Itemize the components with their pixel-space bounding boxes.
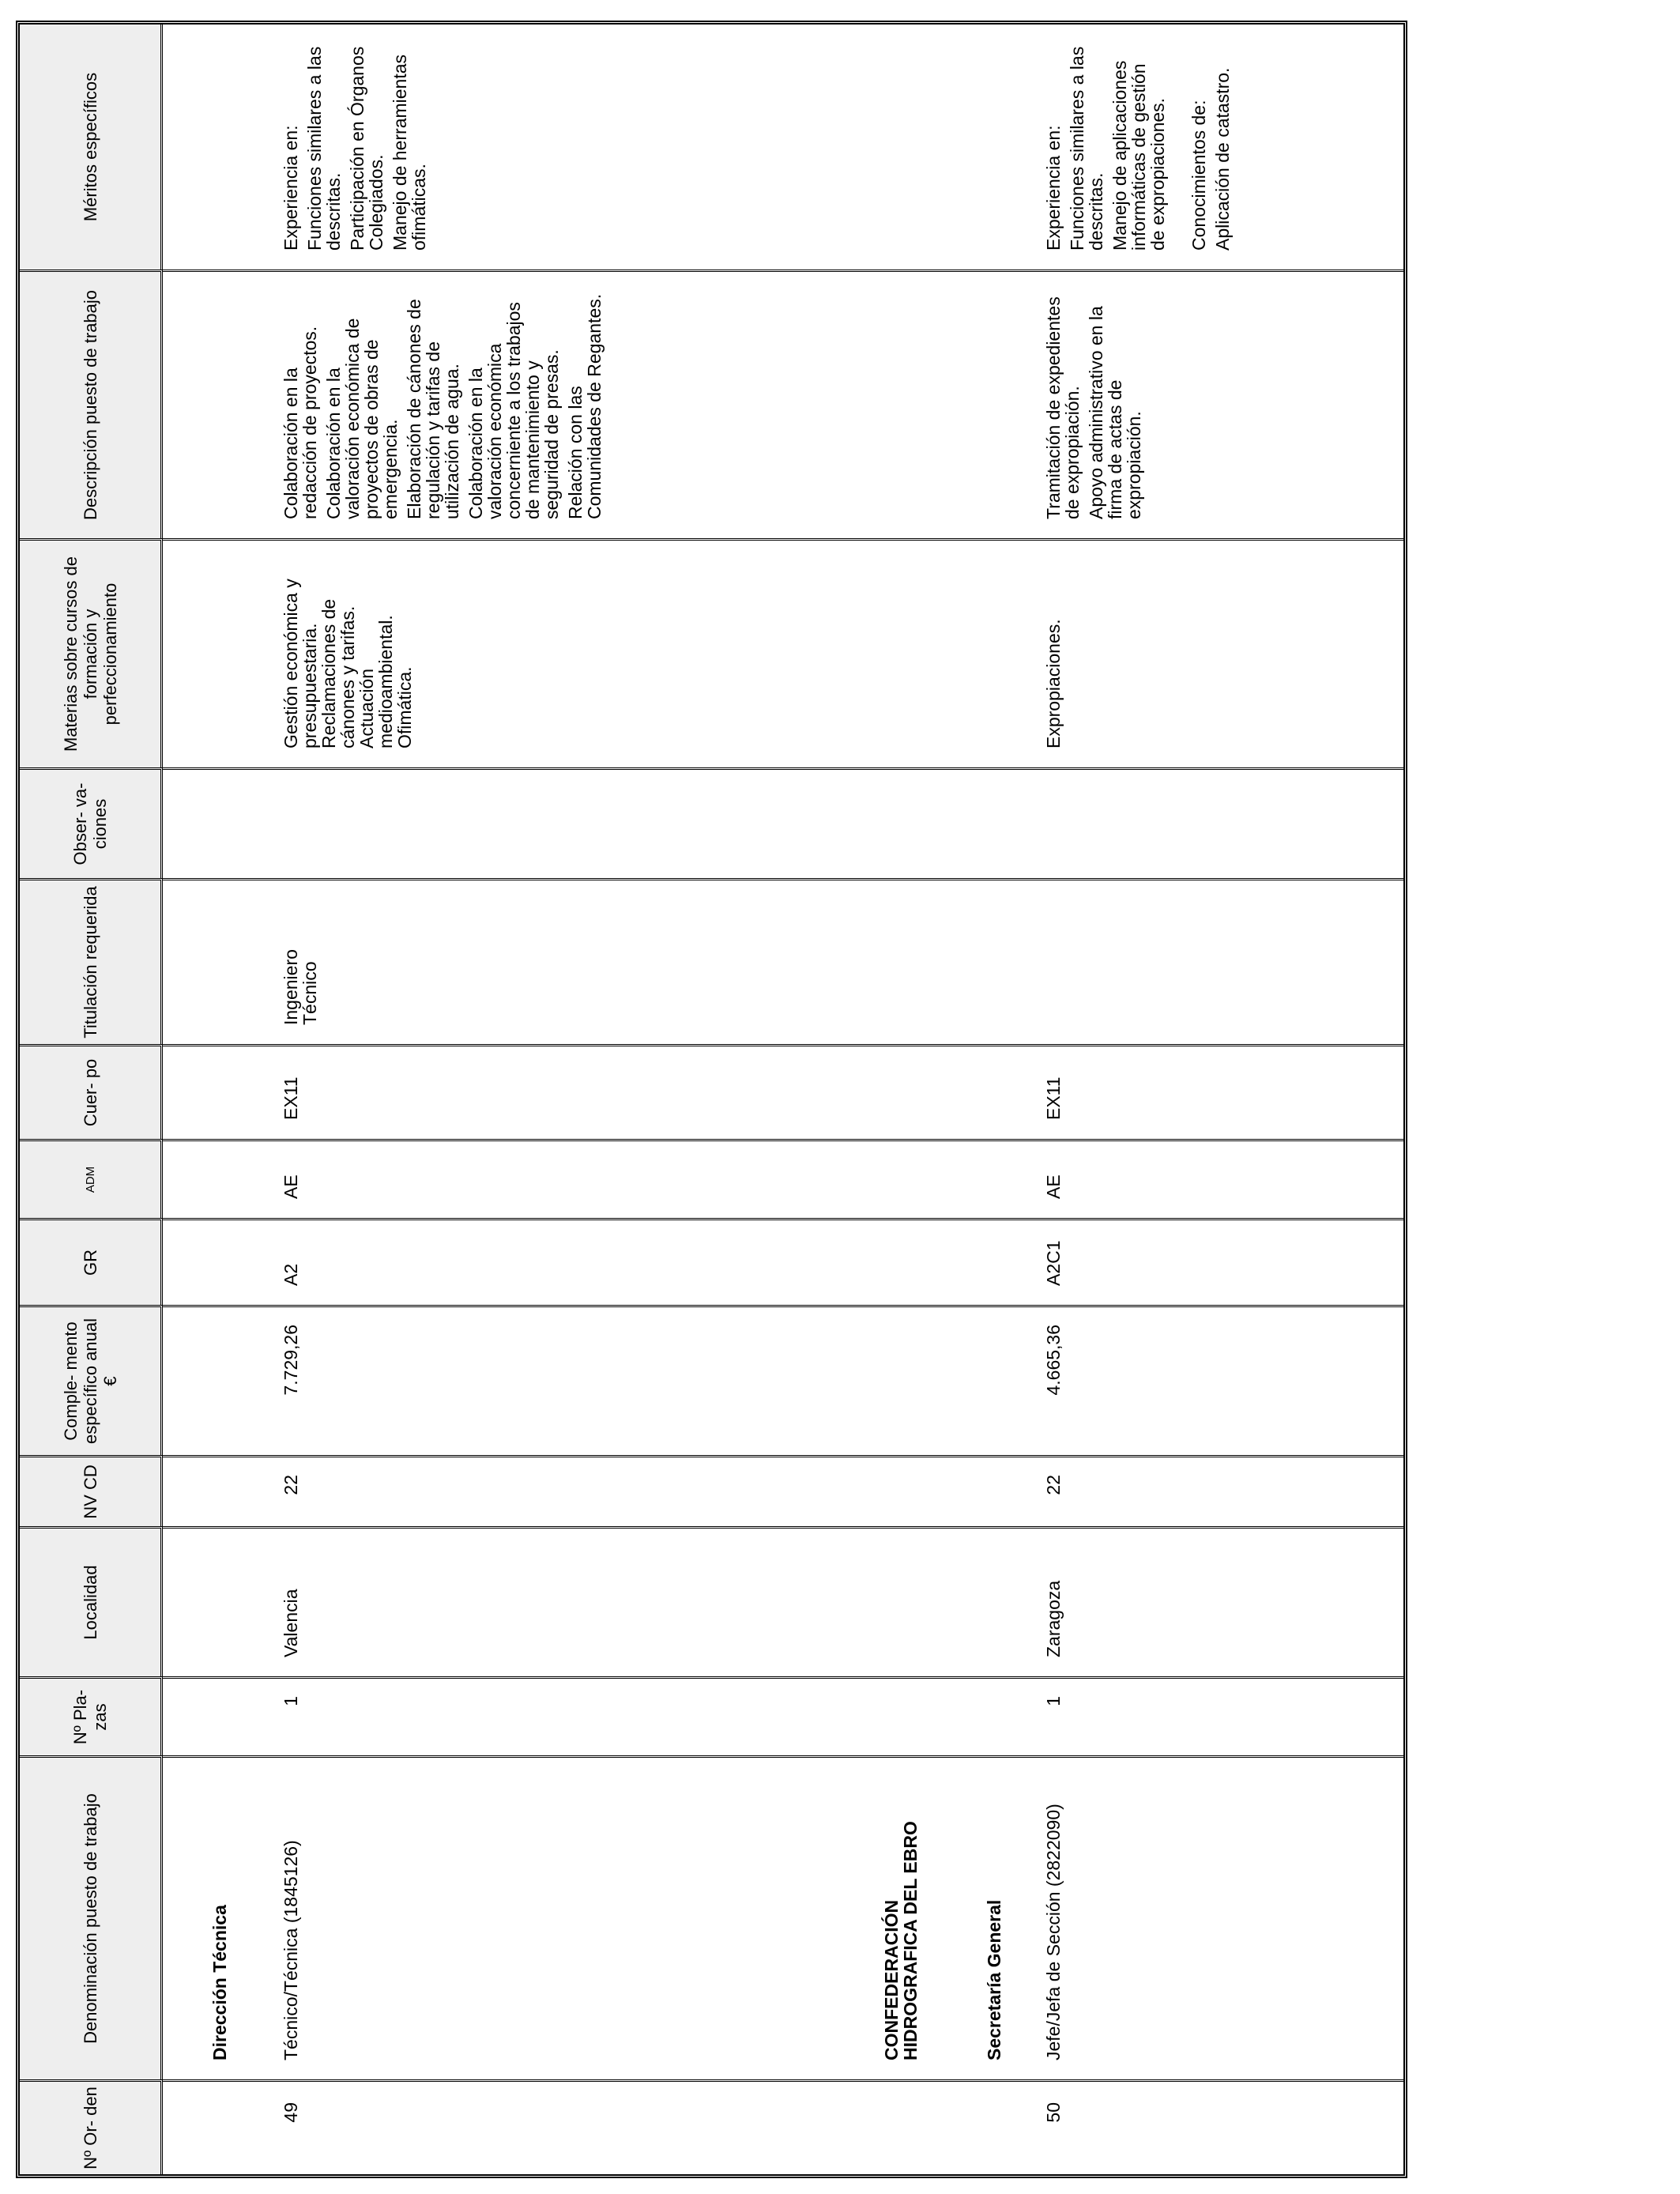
- descripcion-item: Tramitación de expedientes de expropiación.: [1043, 296, 1083, 519]
- orden-50: 50: [1043, 2102, 1064, 2123]
- header-denominacion: Denominación puesto de trabajo: [20, 1755, 163, 2079]
- descripcion-50: [1044, 289, 1148, 519]
- nvcd-50: 22: [1043, 1475, 1064, 1495]
- header-meritos: Méritos específicos: [20, 25, 163, 270]
- header-complemento: Comple- mento específico anual €: [20, 1305, 163, 1455]
- materias-item: Expropiaciones.: [1043, 619, 1064, 748]
- header-adm: ADM: [20, 1139, 163, 1218]
- descripcion-49: [281, 289, 608, 519]
- section-secretaria-general: Secretaría General: [984, 1899, 1004, 2060]
- header-localidad: Localidad: [20, 1526, 163, 1676]
- cuerpo-50: EX11: [1043, 1076, 1064, 1120]
- header-nvcd: NV CD: [20, 1455, 163, 1526]
- header-descripcion: Descripción puesto de trabajo: [20, 270, 163, 538]
- descripcion-item: Apoyo administrativo en la firma de actas de expropiación.: [1086, 306, 1144, 519]
- materias-item: Ofimática.: [394, 666, 415, 748]
- cell-materias: [163, 538, 1403, 767]
- header-materias: Materias sobre cursos de formación y perfeccionamiento: [20, 538, 163, 767]
- meritos-item: Experiencia en:: [281, 125, 301, 251]
- adm-50: AE: [1043, 1174, 1064, 1199]
- materias-item: Gestión económica y presupuestaria.: [281, 579, 320, 748]
- cell-nvcd: [163, 1455, 1403, 1526]
- meritos-item: Funciones similares a las descritas.: [1067, 46, 1106, 251]
- cell-adm: [163, 1139, 1403, 1218]
- descripcion-item: Colaboración en la valoración económica concerniente a los trabajos de mantenimiento y seguridad de presas.: [465, 302, 562, 519]
- materias-item: Reclamaciones de cánones y tarifas.: [318, 598, 358, 748]
- gr-50: A2C1: [1043, 1240, 1064, 1286]
- complemento-50: 4.665,36: [1043, 1325, 1064, 1396]
- cell-meritos: [163, 25, 1403, 270]
- meritos-item: Participación en Órganos Colegiados.: [347, 46, 386, 251]
- header-observaciones: Obser- va- ciones: [20, 767, 163, 878]
- meritos-item: Manejo de aplicaciones informáticas de gestión de expropiaciones.: [1109, 60, 1168, 251]
- localidad-49: Valencia: [281, 1589, 301, 1657]
- cell-denominacion: [163, 1755, 1403, 2079]
- nvcd-49: 22: [281, 1475, 301, 1495]
- complemento-49: 7.729,26: [281, 1325, 301, 1396]
- cell-cuerpo: [163, 1044, 1403, 1139]
- meritos-item: Aplicación de catastro.: [1212, 67, 1233, 251]
- titulacion-49: Ingeniero Técnico: [281, 949, 320, 1025]
- descripcion-item: Elaboración de cánones de regulación y tarifas de utilización de agua.: [404, 299, 462, 519]
- cell-gr: [163, 1218, 1403, 1305]
- meritos-item: Experiencia en:: [1043, 125, 1064, 251]
- header-gr: GR: [20, 1218, 163, 1305]
- meritos-item: Funciones similares a las descritas.: [304, 46, 344, 251]
- descripcion-item: Relación con las Comunidades de Regantes.: [565, 293, 605, 519]
- rotated-page: [16, 28, 1399, 2178]
- header-row: [20, 25, 163, 2174]
- localidad-50: Zaragoza: [1043, 1580, 1064, 1657]
- nplazas-49: 1: [281, 1696, 301, 1706]
- header-nplazas: Nº Pla- zas: [20, 1676, 163, 1755]
- meritos-49: [281, 42, 433, 251]
- adm-49: AE: [281, 1174, 301, 1199]
- materias-item: Actuación medioambiental.: [356, 615, 396, 748]
- table-row: [163, 25, 1403, 2174]
- header-titulacion: Titulación requerida: [20, 878, 163, 1044]
- denominacion-50: Jefe/Jefa de Sección (2822090): [1043, 1804, 1064, 2060]
- section-direccion-tecnica: Dirección Técnica: [209, 1905, 230, 2060]
- meritos-item: Conocimientos de:: [1188, 100, 1209, 251]
- nplazas-50: 1: [1043, 1696, 1064, 1706]
- vacancy-table: [16, 21, 1407, 2178]
- meritos-50: [1044, 42, 1237, 251]
- cell-nplazas: [163, 1676, 1403, 1755]
- gr-49: A2: [281, 1263, 301, 1286]
- cell-titulacion: [163, 878, 1403, 1044]
- cell-localidad: [163, 1526, 1403, 1676]
- denominacion-49: Técnico/Técnica (1845126): [281, 1840, 301, 2060]
- descripcion-item: Colaboración en la redacción de proyectos.: [281, 326, 320, 519]
- cuerpo-49: EX11: [281, 1076, 301, 1120]
- header-orden: Nº Or- den: [20, 2079, 163, 2174]
- cell-orden: [163, 2079, 1403, 2174]
- cell-observaciones: [163, 767, 1403, 878]
- orden-49: 49: [281, 2102, 301, 2123]
- header-cuerpo: Cuer- po: [20, 1044, 163, 1139]
- section-confederacion: CONFEDERACIÓN HIDROGRAFICA DEL EBRO: [881, 1821, 921, 2060]
- materias-50: [1044, 558, 1063, 748]
- materias-49: [281, 558, 414, 748]
- cell-descripcion: [163, 270, 1403, 538]
- descripcion-item: Colaboración en la valoración económica de proyectos de obras de emergencia.: [323, 318, 401, 519]
- cell-complemento: [163, 1305, 1403, 1455]
- meritos-item: Manejo de herramientas ofimáticas.: [390, 54, 429, 251]
